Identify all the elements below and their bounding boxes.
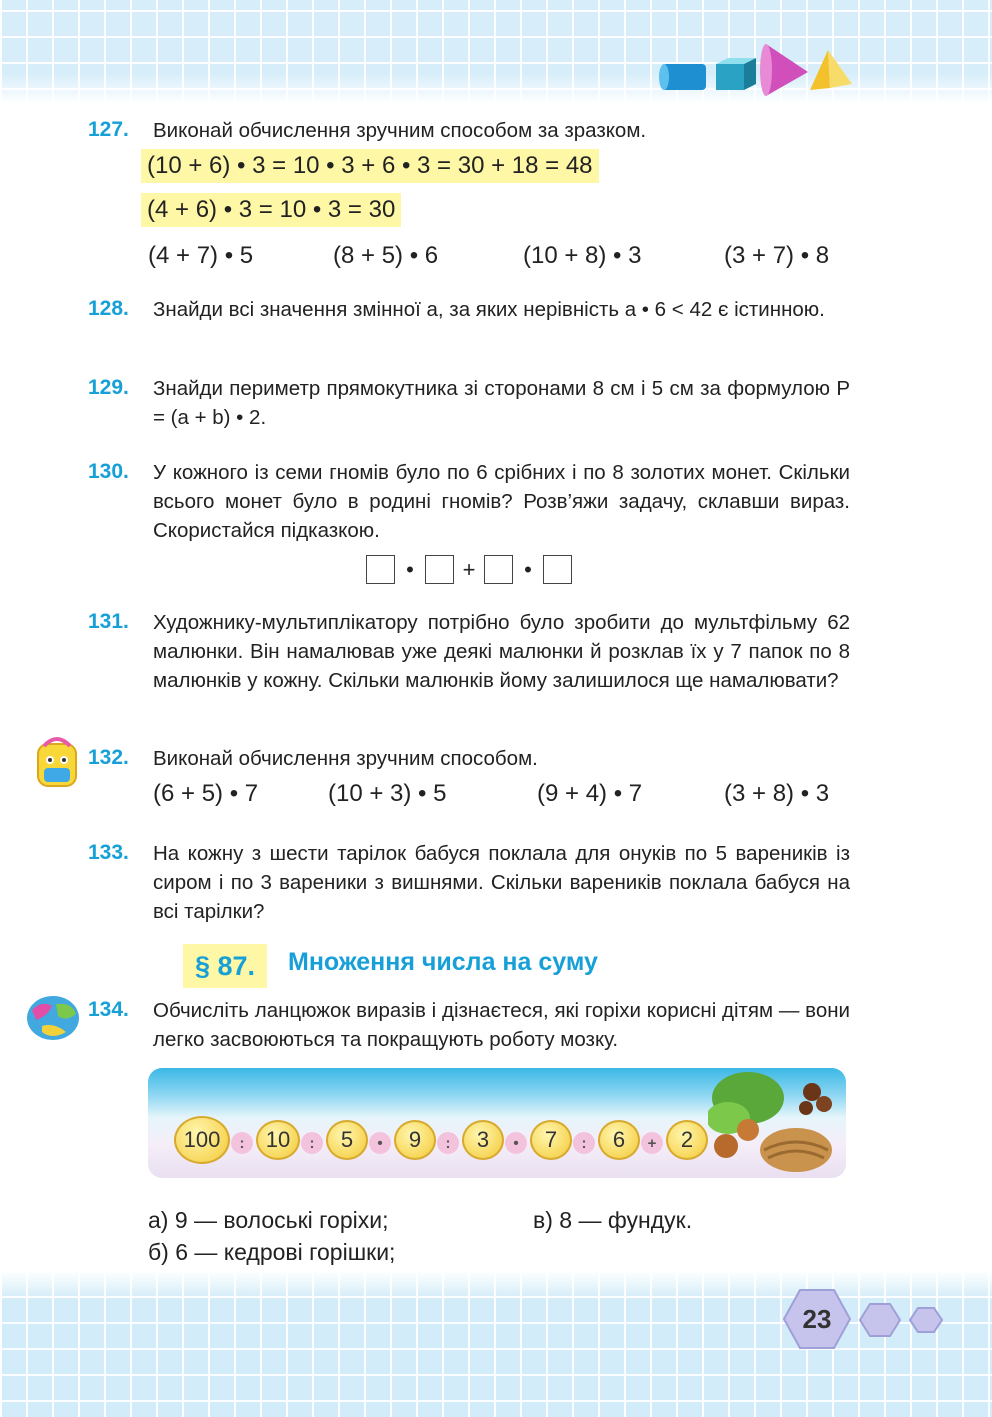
- section-number: § 87.: [183, 944, 267, 988]
- chain-operator: :: [301, 1132, 323, 1154]
- pyramid-icon: [810, 50, 852, 90]
- task-text: Знайди всі значення змінної a, за яких нерівність a • 6 < 42 є істинною.: [153, 298, 825, 321]
- task-text: Виконай обчислення зручним способом.: [153, 747, 538, 770]
- chain-operator: •: [369, 1132, 391, 1154]
- expression: (4 + 7) • 5: [148, 242, 254, 269]
- chain-number: 100: [174, 1116, 230, 1164]
- globe-icon: [22, 992, 84, 1044]
- answer-option: б) 6 — кедрові горішки;: [148, 1239, 396, 1265]
- chain-number: 10: [256, 1120, 300, 1160]
- example-highlight: [141, 193, 401, 227]
- chain-number: 3: [462, 1120, 504, 1160]
- geometric-shapes-decoration: [656, 40, 856, 100]
- chain-operator: :: [573, 1132, 595, 1154]
- answer-box[interactable]: [366, 555, 395, 584]
- answer-option: в) 8 — фундук.: [533, 1207, 693, 1233]
- expression: (10 + 8) • 3: [523, 242, 642, 269]
- expression: (3 + 8) • 3: [724, 780, 830, 807]
- task-text: Художнику-мультиплікатору потрібно було зробити до мультфільму 62 малюнки. Він намалював уже деякі малюнки й розклав їх у 7 папок по 8 малюнків у кожну. Скільки малюнків йому залишилося ще намалювати?: [153, 611, 850, 692]
- cone-icon: [760, 44, 808, 96]
- walnut-icon: [760, 1128, 832, 1172]
- answer-box[interactable]: [484, 555, 513, 584]
- chain-operator: +: [641, 1132, 663, 1154]
- expression: (6 + 5) • 7: [153, 780, 259, 807]
- task-number: 129.: [88, 376, 129, 399]
- nuts-illustration: [708, 1068, 846, 1178]
- operator: •: [524, 556, 532, 582]
- chain-number: 5: [326, 1120, 368, 1160]
- chain-number: 7: [530, 1120, 572, 1160]
- chain-operator: :: [231, 1132, 253, 1154]
- task-number: 133.: [88, 841, 129, 864]
- section-title: Множення числа на суму: [288, 948, 598, 976]
- cube-icon: [716, 58, 756, 90]
- page-number-badge: [778, 1284, 958, 1359]
- example-highlight: [141, 149, 599, 183]
- expression: (9 + 4) • 7: [537, 780, 643, 807]
- task-text: На кожну з шести тарілок бабуся поклала для онуків по 5 вареників із сиром і по 3 вареники з вишнями. Скільки вареників поклала бабуся на всі тарілки?: [153, 842, 850, 923]
- chain-operator: :: [437, 1132, 459, 1154]
- task-number: 132.: [88, 746, 129, 769]
- task-number: 127.: [88, 118, 129, 141]
- expression-chain: [148, 1068, 846, 1178]
- task-text: Виконай обчислення зручним способом за зразком.: [153, 119, 647, 142]
- task-text: Обчисліть ланцюжок виразів і дізнаєтеся, які горіхи корисні дітям — вони легко засвоюються та покращують роботу мозку.: [153, 999, 850, 1051]
- chain-number: 2: [666, 1120, 708, 1160]
- task-number: 128.: [88, 297, 129, 320]
- hexagon-icon: [910, 1308, 942, 1332]
- operator: •: [406, 556, 414, 582]
- task-number: 130.: [88, 460, 129, 483]
- chain-operator: •: [505, 1132, 527, 1154]
- operator: +: [462, 556, 476, 582]
- hexagon-icon: [860, 1304, 900, 1336]
- answer-box[interactable]: [425, 555, 454, 584]
- worked-example: (10 + 6) • 3 = 10 • 3 + 6 • 3 = 30 + 18 = 48: [147, 152, 593, 179]
- page-number: 23: [802, 1304, 832, 1334]
- task-number: 134.: [88, 998, 129, 1021]
- task-text: У кожного із семи гномів було по 6 срібних і по 8 золотих монет. Скільки всього монет було в родині гномів? Розв’яжи задачу, склавши вираз. Скористайся підказкою.: [153, 461, 850, 542]
- chain-number: 6: [598, 1120, 640, 1160]
- chain-number: 9: [394, 1120, 436, 1160]
- worked-example: (4 + 6) • 3 = 10 • 3 = 30: [147, 196, 396, 223]
- task-number: 131.: [88, 610, 129, 633]
- answer-option: а) 9 — волоські горіхи;: [148, 1207, 389, 1233]
- cylinder-icon: [659, 64, 706, 90]
- expression: (8 + 5) • 6: [333, 242, 439, 269]
- hint-boxes: [366, 555, 572, 584]
- expression: (10 + 3) • 5: [328, 780, 447, 807]
- expression: (3 + 7) • 8: [724, 242, 830, 269]
- answer-box[interactable]: [543, 555, 572, 584]
- task-text: Знайди периметр прямокутника зі сторонами 8 см і 5 см за формулою P = (a + b) • 2.: [153, 377, 850, 429]
- backpack-icon: [30, 736, 86, 792]
